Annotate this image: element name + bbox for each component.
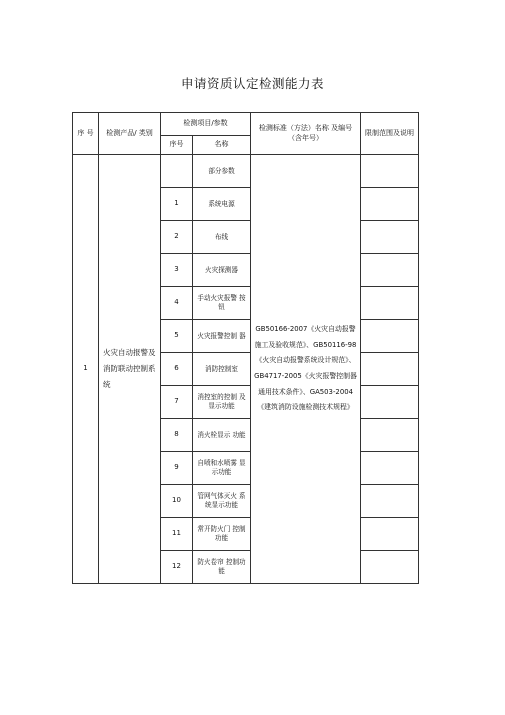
item-name: 消控室的控制 及显示功能 <box>193 386 251 419</box>
item-name: 火灾探测器 <box>193 254 251 287</box>
item-seq: 7 <box>161 386 193 419</box>
row-seq: 1 <box>73 155 99 584</box>
scope-cell <box>361 518 419 551</box>
item-seq: 1 <box>161 188 193 221</box>
item-name: 防火卷帘 控制功能 <box>193 551 251 584</box>
scope-cell <box>361 386 419 419</box>
item-name: 消防控制室 <box>193 353 251 386</box>
item-name: 火灾报警控制 器 <box>193 320 251 353</box>
scope-cell <box>361 320 419 353</box>
scope-cell <box>361 155 419 188</box>
scope-cell <box>361 485 419 518</box>
item-seq: 8 <box>161 419 193 452</box>
header-seq: 序 号 <box>73 113 99 155</box>
item-name: 布线 <box>193 221 251 254</box>
scope-cell <box>361 221 419 254</box>
item-seq <box>161 155 193 188</box>
standard-text: GB50166-2007《火灾自动报警施工及验收规范》、GB50116-98《火灾自动报警系统设计规范》、GB4717-2005《火灾报警控制器通用技术条件》、GA503-2004《建筑消防设施检测技术规程》 <box>251 155 361 584</box>
item-name: 自喷和水喷雾 显示功能 <box>193 452 251 485</box>
scope-cell <box>361 188 419 221</box>
scope-cell <box>361 551 419 584</box>
scope-cell <box>361 287 419 320</box>
item-seq: 2 <box>161 221 193 254</box>
page-title: 申请资质认定检测能力表 <box>180 76 324 91</box>
item-seq: 6 <box>161 353 193 386</box>
scope-cell <box>361 452 419 485</box>
item-name: 部分参数 <box>193 155 251 188</box>
header-product: 检测产品/ 类别 <box>99 113 161 155</box>
item-seq: 12 <box>161 551 193 584</box>
header-standard: 检测标准（方法）名称 及编号（含年号） <box>251 113 361 155</box>
item-seq: 3 <box>161 254 193 287</box>
capability-table <box>72 112 419 584</box>
product-category: 火灾自动报警及消防联动控制系统 <box>99 155 161 584</box>
item-name: 系统电源 <box>193 188 251 221</box>
item-seq: 5 <box>161 320 193 353</box>
item-name: 管网气体灭火 系统显示功能 <box>193 485 251 518</box>
item-name: 常开防火门 控制功能 <box>193 518 251 551</box>
item-seq: 9 <box>161 452 193 485</box>
header-item-name: 名称 <box>193 136 251 155</box>
item-seq: 11 <box>161 518 193 551</box>
item-seq: 4 <box>161 287 193 320</box>
item-name: 手动火灾报警 按钮 <box>193 287 251 320</box>
item-seq: 10 <box>161 485 193 518</box>
header-scope: 限制范围及说明 <box>361 113 419 155</box>
scope-cell <box>361 353 419 386</box>
header-item-group: 检测项目/参数 <box>161 113 251 136</box>
scope-cell <box>361 254 419 287</box>
item-name: 消火栓显示 功能 <box>193 419 251 452</box>
header-item-seq: 序号 <box>161 136 193 155</box>
scope-cell <box>361 419 419 452</box>
